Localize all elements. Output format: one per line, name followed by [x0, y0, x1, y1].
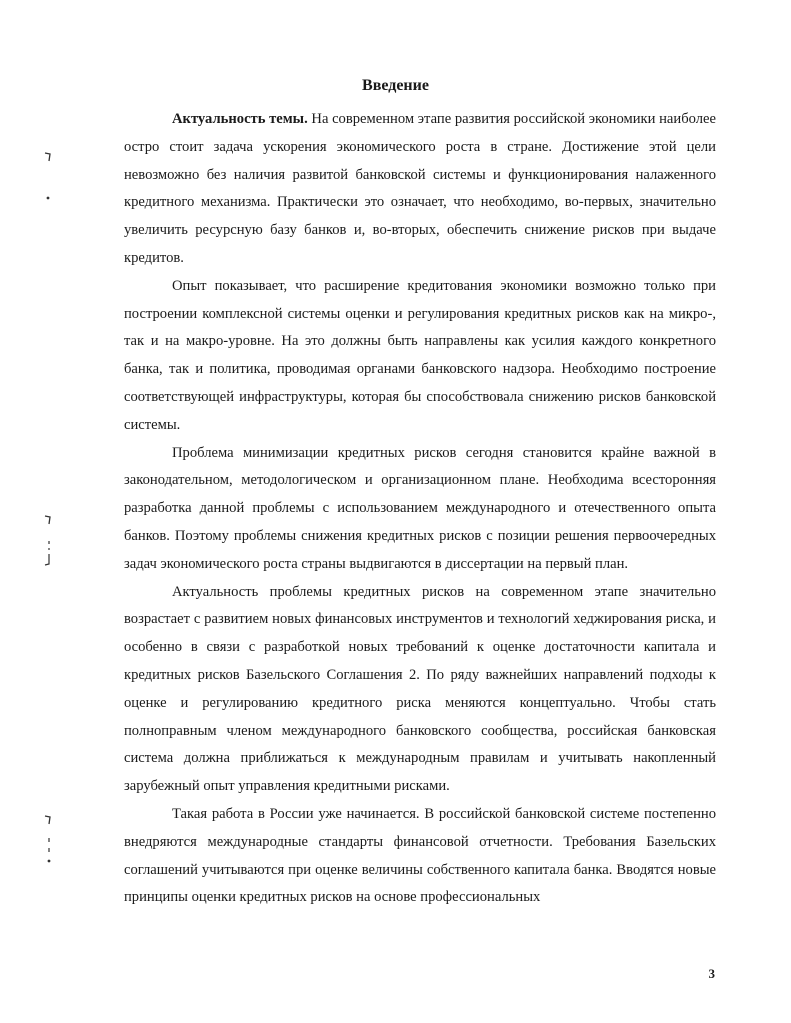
- margin-bracket-mark: [44, 152, 52, 162]
- paragraph-text: Опыт показывает, что расширение кредитования экономики возможно только при построении комплексной системы оценки и регулирования кредитных рисков как на микро-, так и на макро-уровне. На это должны быть направлены как усилия каждого конкретного банка, так и политика, проводимая органами банковского надзора. Необходимо построение соответствующей инфраструктуры, которая бы способствовала снижению рисков банковской системы.: [124, 277, 716, 433]
- paragraph: [124, 801, 716, 912]
- paragraph-text: Проблема минимизации кредитных рисков сегодня становится крайне важной в законодательном, методологическом и организационном плане. Необходима всесторонняя разработка данной проблемы с использованием международного и отечественного опыта банков. Поэтому проблемы снижения кредитных рисков с позиции решения первоочередных задач экономического роста страны выдвигаются в диссертации на первый план.: [124, 444, 716, 572]
- paragraph: [124, 440, 716, 579]
- document-body: [124, 106, 716, 912]
- paragraph: [124, 106, 716, 273]
- margin-bracket-mark: [44, 815, 52, 825]
- paragraph: [124, 579, 716, 801]
- paragraph-text: На современном этапе развития российской экономики наиболее остро стоит задача ускорения экономического роста в стране. Достижение этой цели невозможно без наличия развитой банковской системы и функционирования налаженного кредитного механизма. Практически это означает, что необходимо, во-первых, значительно увеличить ресурсную базу банков и, во-вторых, обеспечить снижение рисков при выдаче кредитов.: [124, 111, 716, 266]
- paragraph-text: Такая работа в России уже начинается. В российской банковской системе постепенно внедряются международные стандарты финансовой отчетности. Требования Базельских соглашений учитываются при оценке величины собственного капитала банка. Вводятся новые принципы оценки кредитных рисков на основе профессиональных: [124, 805, 716, 906]
- page-number: 3: [708, 966, 715, 981]
- page-title: Введение: [362, 77, 429, 94]
- margin-bracket-mark: [44, 540, 52, 568]
- paragraph-lead: Актуальность темы.: [172, 111, 308, 127]
- paragraph: [124, 273, 716, 440]
- margin-bracket-mark: [44, 515, 52, 525]
- paragraph-text: Актуальность проблемы кредитных рисков на современном этапе значительно возрастает с развитием новых финансовых инструментов и технологий хеджирования риска, и особенно в связи с разработкой новых требований к оценке достаточности капитала и кредитных рисков Базельского Соглашения 2. По ряду важнейших направлений подходы к оценке и регулированию кредитного риска меняются концептуально. Чтобы стать полноправным членом международного банковского сообщества, российская банковская система должна приближаться к международным правилам и учитывать накопленный зарубежный опыт управления кредитными рисками.: [124, 583, 716, 795]
- margin-dot-mark: [44, 836, 52, 866]
- margin-dot-mark: [44, 192, 52, 202]
